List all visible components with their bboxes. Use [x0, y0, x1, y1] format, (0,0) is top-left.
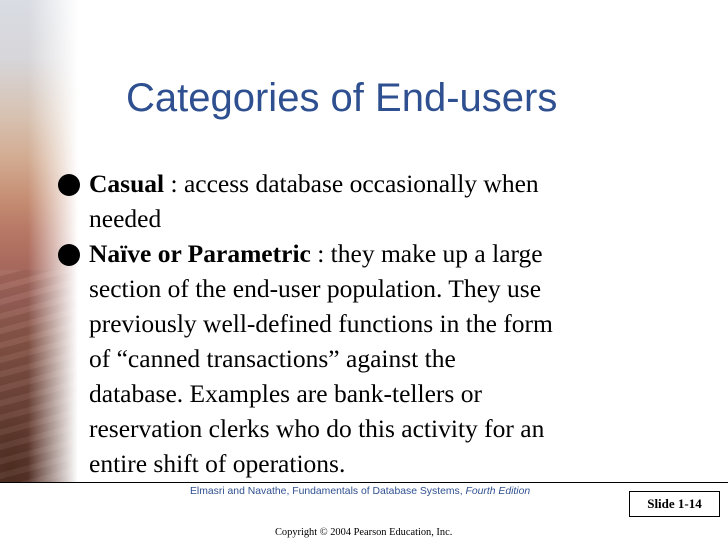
- footer-copyright: Copyright © 2004 Pearson Education, Inc.: [275, 527, 453, 538]
- bullet-line: database. Examples are bank-tellers or: [89, 379, 482, 408]
- bullet-text: : they make up a large: [310, 239, 543, 268]
- bullet-text: : access database occasionally when: [164, 169, 539, 198]
- bullet-line: section of the end-user population. They use: [89, 274, 542, 303]
- footer-divider: [0, 482, 728, 483]
- bullet-line: needed: [89, 204, 162, 233]
- slide-number: Slide 1-14: [629, 491, 720, 517]
- bullet-dot-icon: [58, 174, 80, 196]
- footer-book-text: Elmasri and Navathe, Fundamentals of Database Systems,: [190, 486, 466, 497]
- bullet-line: previously well-defined functions in the form: [89, 309, 553, 338]
- footer-edition: Fourth Edition: [465, 486, 531, 497]
- bullet-line: of “canned transactions” against the: [89, 344, 456, 373]
- photo-fade: [28, 0, 78, 482]
- footer-book-citation: [190, 486, 530, 497]
- bullet-line: entire shift of operations.: [89, 449, 346, 478]
- bullet-term: Casual: [89, 169, 165, 198]
- bullet-line: [89, 236, 543, 271]
- bullet-term: Naïve or Parametric: [89, 239, 311, 268]
- bullet-line: reservation clerks who do this activity for an: [89, 414, 545, 443]
- bullet-dot-icon: [58, 244, 80, 266]
- bullet-line: [89, 166, 539, 201]
- slide-title: Categories of End-users: [126, 76, 558, 120]
